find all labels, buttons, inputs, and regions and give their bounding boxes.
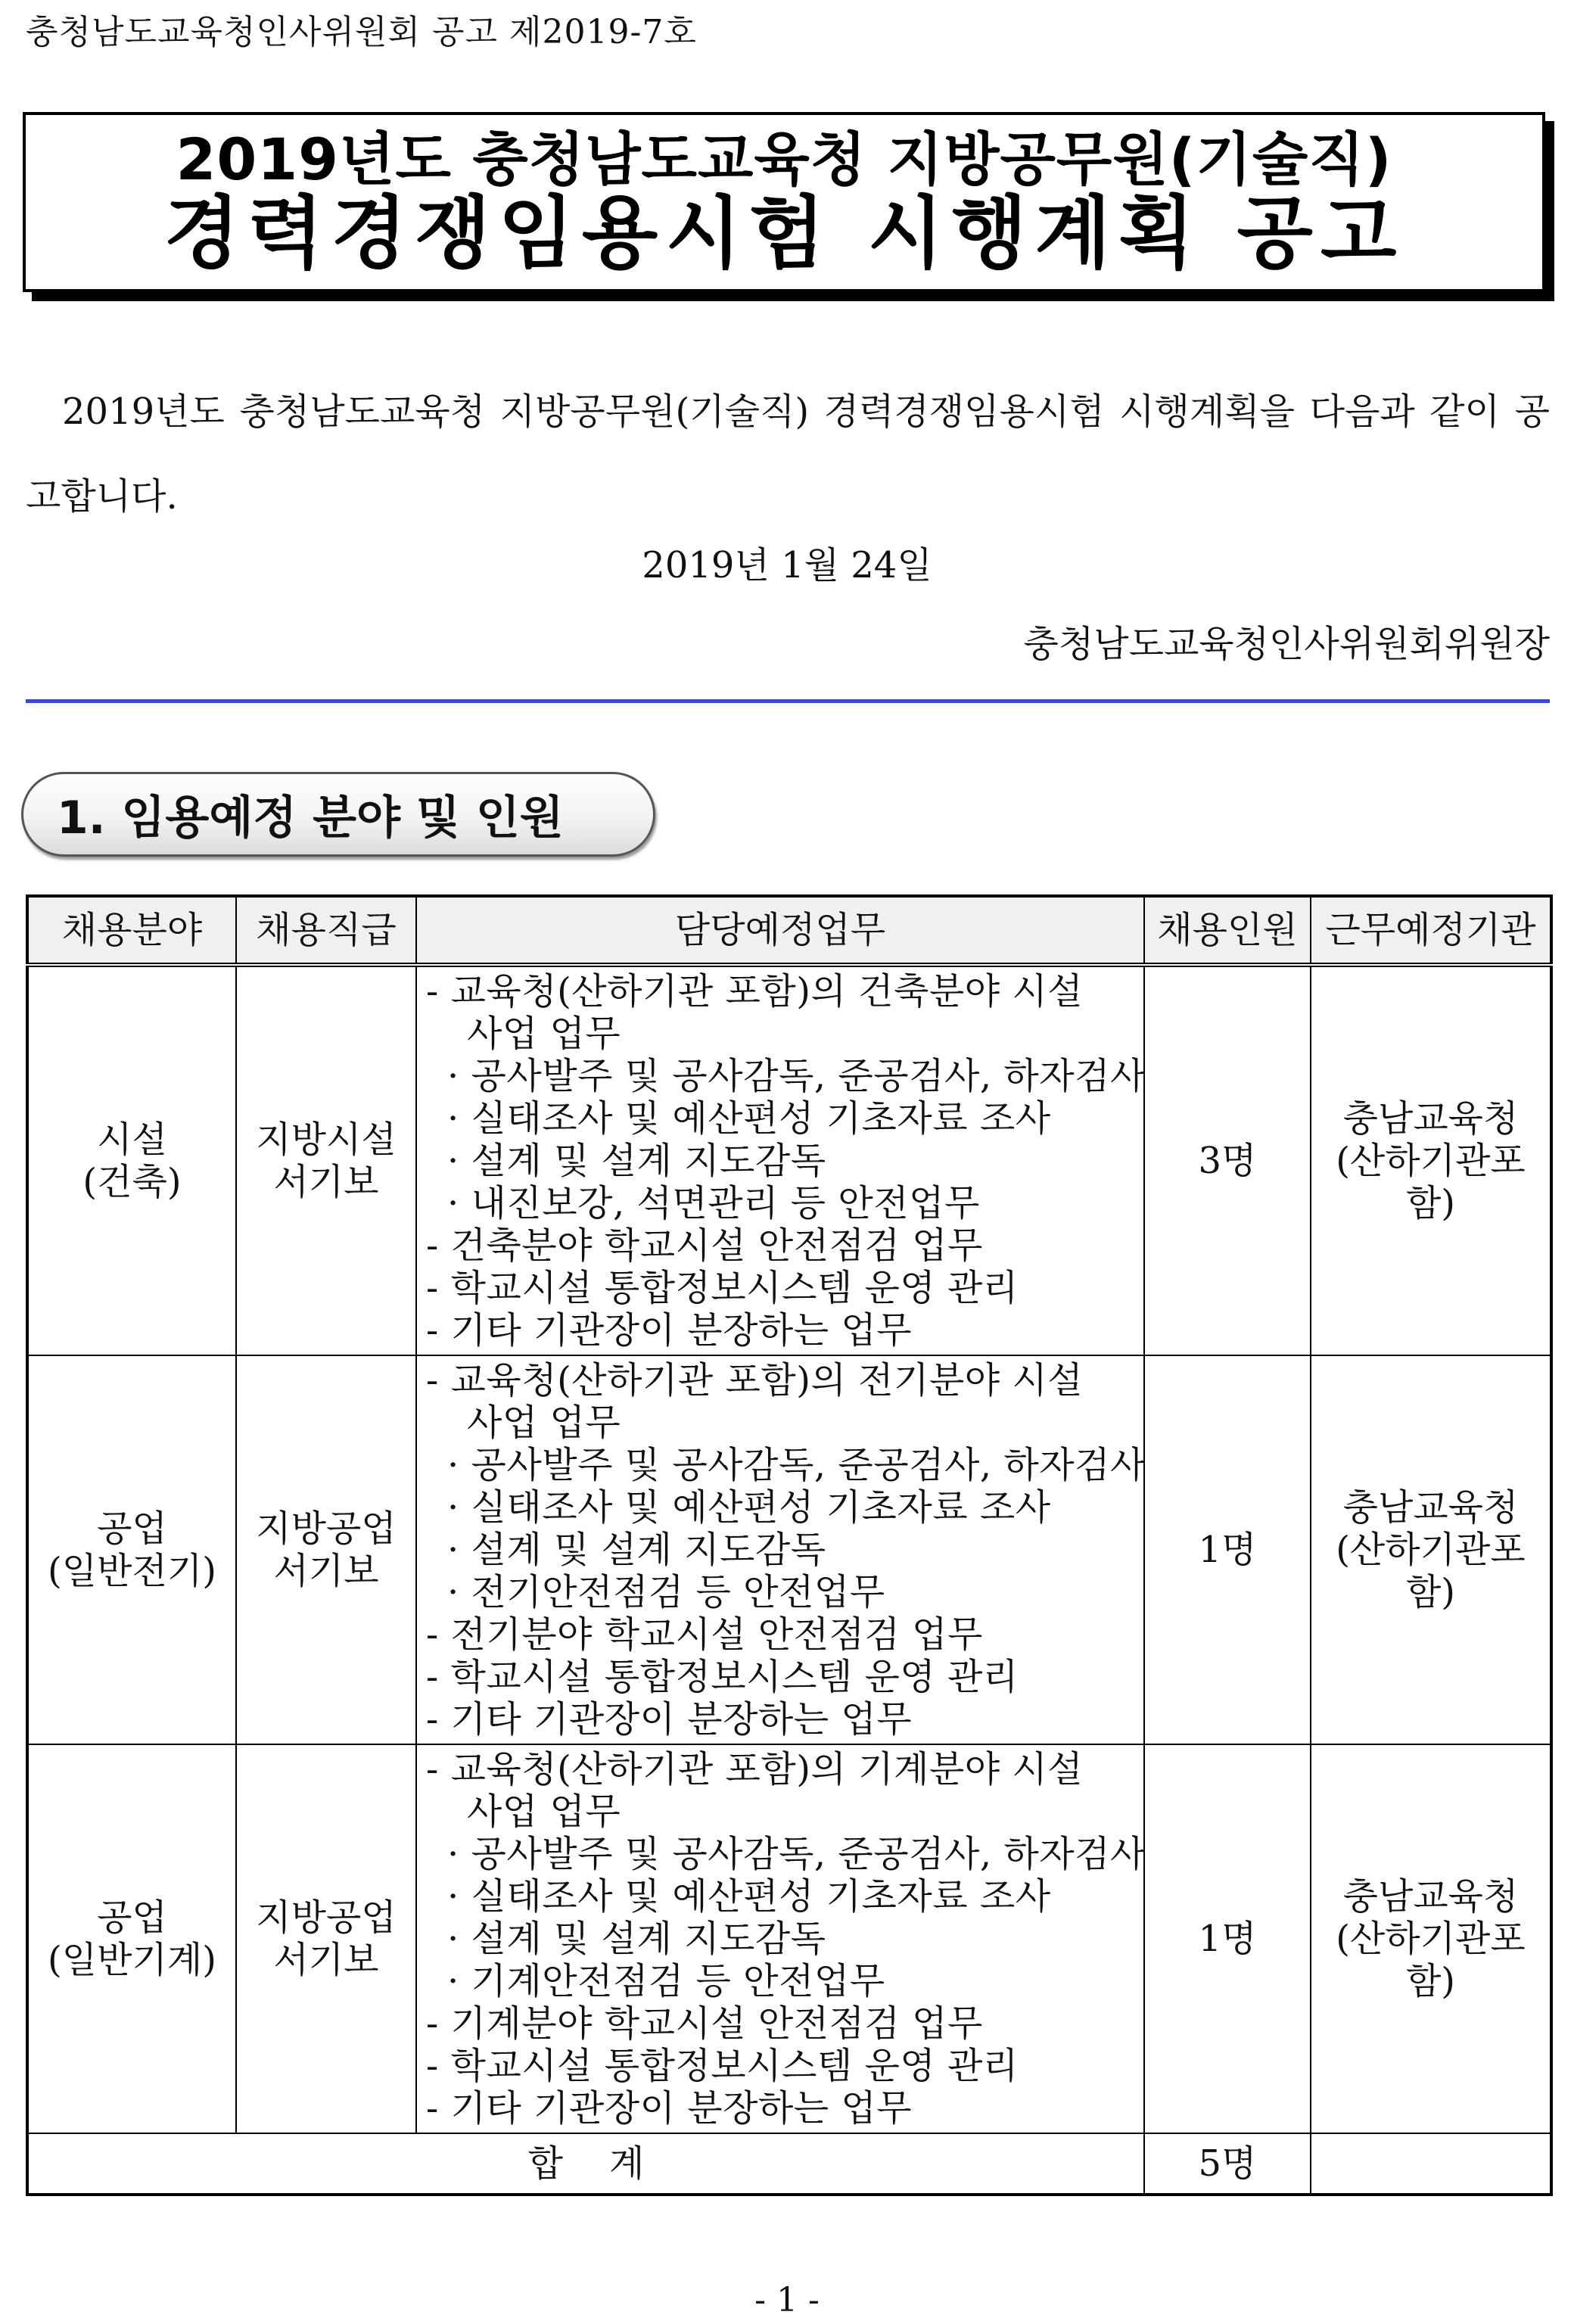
section-heading: 1. 임용예정 분야 및 인원 xyxy=(21,772,655,857)
title-box xyxy=(23,112,1545,292)
column-header: 채용분야 xyxy=(27,896,236,965)
total-label: 합 계 xyxy=(27,2133,1144,2195)
grade-line: 지방시설 xyxy=(256,1118,397,1161)
duty-item: - 교육청(산하기관 포함)의 전기분야 시설 xyxy=(426,1359,1084,1402)
duties-cell xyxy=(416,1744,1144,2133)
intro-text: 2019년도 충청남도교육청 지방공무원(기술직) 경력경쟁임용시험 시행계획을 다음과 같이 공고합니다. xyxy=(26,390,1550,518)
field-cell xyxy=(27,1744,236,2133)
notice-number: 충청남도교육청인사위원회 공고 제2019-7호 xyxy=(26,13,697,51)
total-row xyxy=(27,2133,1551,2195)
duty-item: · 실태조사 및 예산편성 기초자료 조사 xyxy=(447,1875,1051,1918)
field-name: 공업 xyxy=(97,1507,167,1550)
intro-paragraph xyxy=(26,369,1550,539)
column-header: 담당예정업무 xyxy=(416,896,1144,965)
duty-item: · 실태조사 및 예산편성 기초자료 조사 xyxy=(447,1486,1051,1529)
issuer: 충청남도교육청인사위원회위원장 xyxy=(1023,623,1550,665)
agency-name: 충남교육청 xyxy=(1342,1875,1519,1918)
column-header: 근무예정기관 xyxy=(1311,896,1551,965)
duty-item: · 실태조사 및 예산편성 기초자료 조사 xyxy=(447,1097,1051,1140)
grade-line: 서기보 xyxy=(273,1939,379,1981)
duty-item: · 설계 및 설계 지도감독 xyxy=(447,1918,826,1960)
field-sub: (일반전기) xyxy=(48,1550,216,1592)
agency-cell xyxy=(1311,1355,1551,1744)
duty-item: · 전기안전점검 등 안전업무 xyxy=(447,1571,885,1613)
table-row xyxy=(27,1744,1551,2133)
agency-name: 충남교육청 xyxy=(1342,1097,1519,1140)
title-line-1: 2019년도 충청남도교육청 지방공무원(기술직) xyxy=(176,125,1392,193)
agency-note: (산하기관포함) xyxy=(1336,1918,1526,2002)
field-cell xyxy=(27,1355,236,1744)
grade-cell xyxy=(236,1355,416,1744)
count-cell: 1명 xyxy=(1144,1744,1311,2133)
field-sub: (건축) xyxy=(82,1161,182,1203)
duty-item: - 전기분야 학교시설 안전점검 업무 xyxy=(426,1613,983,1656)
grade-cell xyxy=(236,1744,416,2133)
agency-name: 충남교육청 xyxy=(1342,1486,1519,1529)
count-cell: 3명 xyxy=(1144,965,1311,1355)
duty-item: - 기타 기관장이 분장하는 업무 xyxy=(426,1698,913,1741)
agency-cell xyxy=(1311,965,1551,1355)
field-name: 시설 xyxy=(97,1118,167,1161)
duties-cell xyxy=(416,965,1144,1355)
duty-item: · 기계안전점검 등 안전업무 xyxy=(447,1960,885,2002)
duty-item: - 학교시설 통합정보시스템 운영 관리 xyxy=(426,2045,1019,2087)
total-count: 5명 xyxy=(1144,2133,1311,2195)
column-header: 채용인원 xyxy=(1144,896,1311,965)
grade-cell xyxy=(236,965,416,1355)
grade-line: 지방공업 xyxy=(256,1896,397,1939)
duty-item: · 내진보강, 석면관리 등 안전업무 xyxy=(447,1182,980,1224)
field-name: 공업 xyxy=(97,1896,167,1939)
duty-item: - 교육청(산하기관 포함)의 기계분야 시설 xyxy=(426,1748,1084,1790)
field-sub: (일반기계) xyxy=(48,1939,216,1981)
empty-cell xyxy=(1311,2133,1551,2195)
table-header-row xyxy=(27,896,1551,965)
duty-item: - 학교시설 통합정보시스템 운영 관리 xyxy=(426,1656,1019,1698)
grade-line: 서기보 xyxy=(273,1161,379,1203)
duty-item: - 학교시설 통합정보시스템 운영 관리 xyxy=(426,1267,1019,1309)
duty-item: - 기계분야 학교시설 안전점검 업무 xyxy=(426,2002,983,2045)
table-row xyxy=(27,965,1551,1355)
duty-item: · 공사발주 및 공사감독, 준공검사, 하자검사 xyxy=(447,1444,1146,1486)
title-line-2: 경력경쟁임용시험 시행계획 공고 xyxy=(163,186,1404,279)
duties-cell xyxy=(416,1355,1144,1744)
count-cell: 1명 xyxy=(1144,1355,1311,1744)
agency-note: (산하기관포함) xyxy=(1336,1140,1526,1224)
table-row xyxy=(27,1355,1551,1744)
publication-date: 2019년 1월 24일 xyxy=(642,544,932,586)
duty-item: - 건축분야 학교시설 안전점검 업무 xyxy=(426,1224,983,1267)
duty-item: 사업 업무 xyxy=(467,1790,621,1833)
duty-item: · 설계 및 설계 지도감독 xyxy=(447,1529,826,1571)
duty-item: · 공사발주 및 공사감독, 준공검사, 하자검사 xyxy=(447,1833,1146,1875)
column-header: 채용직급 xyxy=(236,896,416,965)
duty-item: 사업 업무 xyxy=(467,1402,621,1444)
page-number: - 1 - xyxy=(754,2281,820,2319)
field-cell xyxy=(27,965,236,1355)
grade-line: 서기보 xyxy=(273,1550,379,1592)
agency-cell xyxy=(1311,1744,1551,2133)
divider xyxy=(26,699,1550,703)
recruitment-table xyxy=(26,894,1553,2196)
duty-item: - 기타 기관장이 분장하는 업무 xyxy=(426,2087,913,2130)
duty-item: 사업 업무 xyxy=(467,1013,621,1055)
duty-item: · 설계 및 설계 지도감독 xyxy=(447,1140,826,1182)
duty-item: - 교육청(산하기관 포함)의 건축분야 시설 xyxy=(426,970,1084,1013)
duty-item: - 기타 기관장이 분장하는 업무 xyxy=(426,1309,913,1352)
grade-line: 지방공업 xyxy=(256,1507,397,1550)
agency-note: (산하기관포함) xyxy=(1336,1529,1526,1613)
duty-item: · 공사발주 및 공사감독, 준공검사, 하자검사 xyxy=(447,1055,1146,1097)
